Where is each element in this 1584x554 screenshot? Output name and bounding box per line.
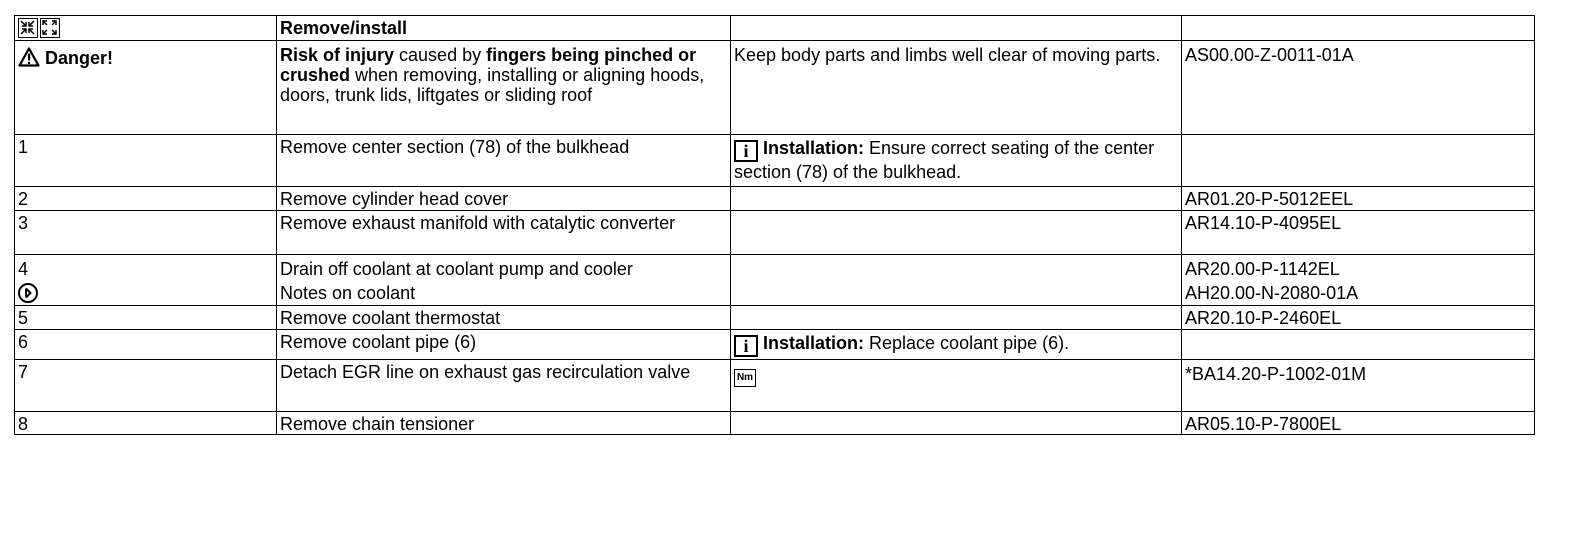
step-row	[15, 330, 1535, 360]
warning-triangle-icon	[18, 47, 40, 71]
install-icon	[40, 18, 60, 38]
info-icon: i	[734, 140, 758, 162]
step-ref	[1182, 330, 1535, 360]
step-note-cell	[731, 360, 1182, 412]
danger-risk-cell	[277, 41, 731, 135]
step-row	[15, 306, 1535, 330]
step-ref: AR14.10-P-4095EL	[1182, 211, 1535, 255]
step-number: 7	[15, 360, 277, 412]
risk-text-2: when removing, installing or aligning hoods, doors, trunk lids, liftgates or sliding roof	[280, 65, 710, 105]
step-note-cell	[731, 187, 1182, 211]
step-action: Detach EGR line on exhaust gas recirculation valve	[277, 360, 731, 412]
header-title: Remove/install	[277, 16, 731, 41]
step-ref	[1182, 135, 1535, 187]
step-action: Remove coolant pipe (6)	[277, 330, 731, 360]
step-number: 6	[15, 330, 277, 360]
step-note-cell	[731, 330, 1182, 360]
step-row	[15, 360, 1535, 412]
step-ref: AR05.10-P-7800EL	[1182, 412, 1535, 435]
danger-label-cell	[15, 41, 277, 135]
step-number: 5	[15, 306, 277, 330]
risk-text-1: caused by	[394, 45, 487, 65]
step-ref: AR20.00-P-1142EL	[1185, 259, 1340, 279]
step-row	[15, 135, 1535, 187]
step-action: Remove center section (78) of the bulkhead	[277, 135, 731, 187]
info-icon: i	[734, 335, 758, 357]
risk-bold-2: fingers being pinched or crushed	[280, 45, 697, 85]
step-number: 8	[15, 412, 277, 435]
step-ref: AR20.10-P-2460EL	[1182, 306, 1535, 330]
note-reference-icon	[18, 283, 38, 303]
header-empty-4	[1182, 16, 1535, 41]
procedure-table	[14, 15, 1535, 435]
step-row	[15, 211, 1535, 255]
danger-row	[15, 41, 1535, 135]
header-row	[15, 16, 1535, 41]
danger-measure-cell: Keep body parts and limbs well clear of moving parts.	[731, 41, 1182, 135]
header-empty-3	[731, 16, 1182, 41]
remove-icon	[18, 18, 38, 38]
step-action: Remove exhaust manifold with catalytic converter	[277, 211, 731, 255]
step-row	[15, 187, 1535, 211]
step-number-cell	[15, 255, 277, 306]
step-number: 2	[15, 187, 277, 211]
step-note-cell	[731, 412, 1182, 435]
installation-label: Installation:	[763, 138, 865, 158]
step-note-cell	[731, 135, 1182, 187]
installation-text: Replace coolant pipe (6).	[864, 333, 1070, 353]
step-sub-ref: AH20.00-N-2080-01A	[1185, 283, 1359, 303]
installation-label: Installation:	[763, 333, 865, 353]
installation-text: Ensure correct seating of the center section (78) of the bulkhead.	[734, 138, 1160, 182]
danger-label: Danger!	[45, 48, 114, 68]
step-sub-action: Notes on coolant	[280, 283, 416, 303]
step-row	[15, 412, 1535, 435]
step-action: Drain off coolant at coolant pump and cooler	[280, 259, 633, 279]
step-number: 1	[15, 135, 277, 187]
step-ref: AR01.20-P-5012EEL	[1182, 187, 1535, 211]
step-ref: *BA14.20-P-1002-01M	[1182, 360, 1535, 412]
danger-ref-cell: AS00.00-Z-0011-01A	[1182, 41, 1535, 135]
step-action-cell	[277, 255, 731, 306]
step-number: 3	[15, 211, 277, 255]
step-row	[15, 255, 1535, 306]
step-note-cell	[731, 211, 1182, 255]
torque-icon: Nm	[734, 369, 756, 387]
step-ref-cell	[1182, 255, 1535, 306]
step-action: Remove chain tensioner	[277, 412, 731, 435]
header-icons-cell	[15, 16, 277, 41]
step-action: Remove coolant thermostat	[277, 306, 731, 330]
step-note-cell	[731, 306, 1182, 330]
step-note-cell	[731, 255, 1182, 306]
risk-bold-1: Risk of injury	[280, 45, 395, 65]
step-number: 4	[18, 259, 29, 279]
step-action: Remove cylinder head cover	[277, 187, 731, 211]
